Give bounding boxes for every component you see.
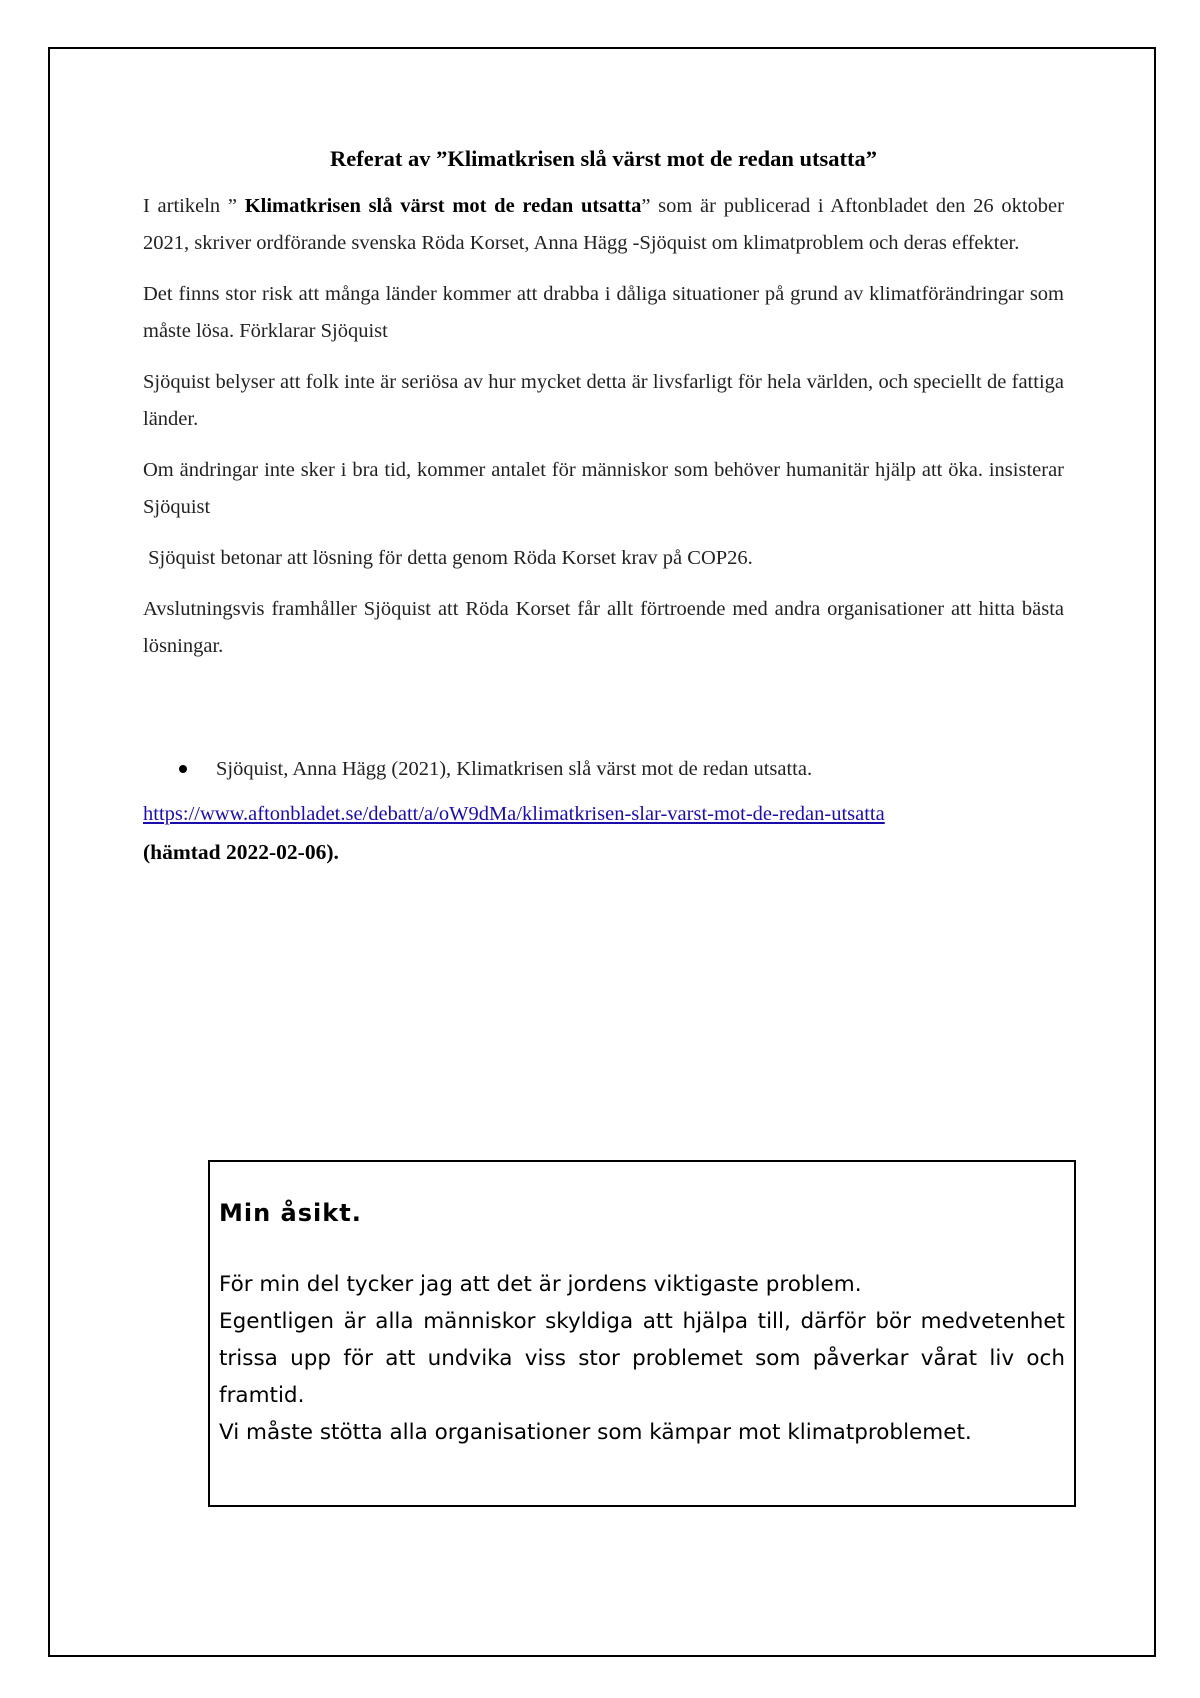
opinion-line-1: För min del tycker jag att det är jordens viktigaste problem.: [219, 1272, 862, 1297]
paragraph-risk: Det finns stor risk att många länder kommer att drabba i dåliga situationer på grund av klimatförändringar som måste lösa. Förklarar Sjöquist: [143, 283, 1064, 342]
bullet-icon: [179, 765, 187, 773]
reference-list: [143, 751, 1064, 788]
intro-prefix: I artikeln ”: [143, 195, 245, 217]
reference-item: [143, 751, 1064, 788]
paragraph-conclusion: Avslutningsvis framhåller Sjöquist att Röda Korset får allt förtroende med andra organisationer att hitta bästa lösningar.: [143, 598, 1064, 657]
document-body: [143, 140, 1064, 871]
opinion-line-3: Vi måste stötta alla organisationer som kämpar mot klimatproblemet.: [219, 1420, 972, 1445]
intro-paragraph: [143, 188, 1064, 262]
paragraph-seriousness: Sjöquist belyser att folk inte är seriösa av hur mycket detta är livsfarligt för hela världen, och speciellt de fattiga länder.: [143, 371, 1064, 430]
opinion-line-2: Egentligen är alla människor skyldiga att hjälpa till, därför bör medvetenhet trissa upp för att undvika viss stor problemet som påverkar vårat liv och framtid.: [219, 1309, 1065, 1408]
intro-suffix: ” som är publicerad i Aftonbladet den 26 oktober 2021, skriver ordförande svenska Röda Korset, Anna Hägg -Sjöquist om klimatproblem och deras effekter.: [143, 195, 1064, 254]
reference-link[interactable]: https://www.aftonbladet.se/debatt/a/oW9dMa/klimatkrisen-slar-varst-mot-de-redan-utsatta: [143, 803, 885, 825]
document-title: Referat av ”Klimatkrisen slå värst mot de redan utsatta”: [329, 146, 877, 171]
reference-citation: Sjöquist, Anna Hägg (2021), Klimatkrisen slå värst mot de redan utsatta.: [216, 758, 813, 780]
opinion-box: [208, 1160, 1076, 1507]
article-title: Klimatkrisen slå värst mot de redan utsatta: [244, 195, 642, 217]
retrieved-date: (hämtad 2022-02-06).: [143, 840, 339, 864]
spacer: [143, 679, 1064, 751]
paragraph-cop26: Sjöquist betonar att lösning för detta genom Röda Korset krav på COP26.: [143, 547, 753, 569]
opinion-title: Min åsikt.: [219, 1199, 362, 1227]
paragraph-humanitarian: Om ändringar inte sker i bra tid, kommer antalet för människor som behöver humanitär hjälp att öka. insisterar Sjöquist: [143, 459, 1064, 518]
